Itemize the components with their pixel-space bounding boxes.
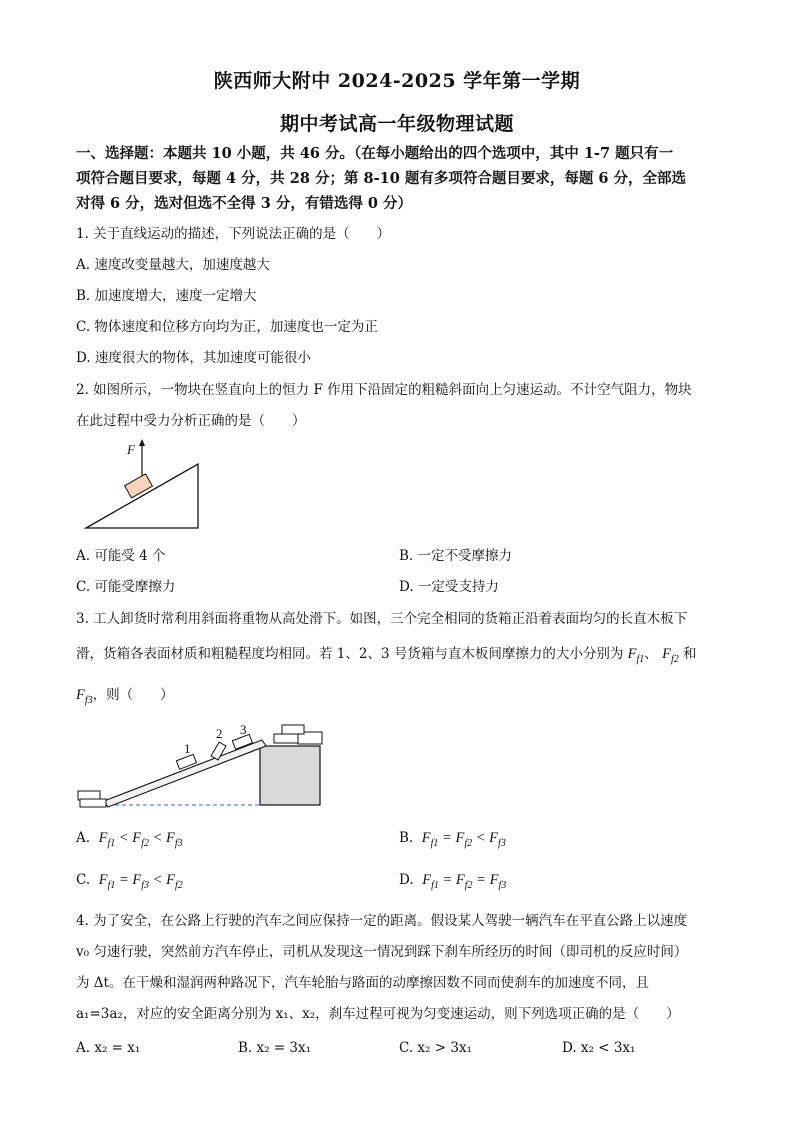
section-heading-line: 项符合题目要求，每题 4 分，共 28 分；第 8-10 题有多项符合题目要求，每题 6 分，全部选: [76, 170, 687, 187]
q3-stem-line-1: 3. 工人卸货时常利用斜面将重物从高处滑下。如图，三个完全相同的货箱正沿着表面均匀的长直木板下: [76, 611, 688, 627]
formula-ff3: $F_{f3}$: [76, 687, 93, 706]
section-heading: [76, 141, 721, 216]
q4-option-d: D. x₂ < 3x₁: [562, 1040, 636, 1056]
platform: [260, 746, 320, 805]
q3-stem-line-3: [76, 683, 174, 706]
stack-box: [274, 734, 300, 743]
q1-option-d: D. 速度很大的物体，其加速度可能很小: [76, 350, 311, 366]
section-heading-line: 对得 6 分，选对但选不全得 3 分，有错选得 0 分）: [76, 195, 413, 212]
q3-ramp-figure: [76, 720, 336, 812]
q3-option-c: C. $F_{f1} = F_{f3} < F_{f2}$: [76, 872, 183, 891]
q3-stem-text: 滑，货箱各表面材质和粗糙程度均相同。若 1、2、3 号货箱与直木板间摩擦力的大小分别为: [76, 646, 624, 662]
q1-option-a: A. 速度改变量越大，加速度越大: [76, 257, 270, 273]
force-label: F: [127, 442, 135, 457]
q1-stem: 1. 关于直线运动的描述，下列说法正确的是（ ）: [76, 226, 391, 242]
q2-stem-line-1: 2. 如图所示，一物块在竖直向上的恒力 F 作用下沿固定的粗糙斜面向上匀速运动。不计空气阻力，物块: [76, 382, 692, 398]
q3-stem-and: 和: [683, 646, 697, 662]
bottom-box: [80, 799, 106, 807]
box-label-2: 2: [216, 726, 223, 741]
q2-incline-figure: [80, 436, 210, 532]
title-line-1: 陕西师大附中 2024-2025 学年第一学期: [213, 70, 581, 92]
formula-ff1: $F_{f1}$: [627, 646, 645, 665]
q2-option-c: C. 可能受摩擦力: [76, 579, 176, 595]
q3-stem-end: ，则（ ）: [92, 687, 174, 703]
q2-option-a: A. 可能受 4 个: [76, 548, 166, 564]
q3-option-d: D. $F_{f1} = F_{f2} = F_{f3}$: [399, 872, 507, 891]
q4-option-a: A. x₂ = x₁: [76, 1040, 141, 1056]
formula-ff2: $F_{f2}$: [662, 646, 679, 665]
box-label-3: 3: [240, 722, 247, 737]
q3-stem-line-2: 滑，货箱各表面材质和粗糙程度均相同。若 1、2、3 号货箱与直木板间摩擦力的大小分别为 $F_{f1}$、 $F_{f2}$ 和: [76, 646, 697, 665]
stack-box: [282, 725, 304, 734]
q2-option-b: B. 一定不受摩擦力: [399, 548, 513, 564]
q1-option-c: C. 物体速度和位移方向均为正，加速度也一定为正: [76, 319, 378, 335]
block-on-incline: [125, 474, 153, 498]
q4-option-c: C. x₂ > 3x₁: [399, 1040, 472, 1056]
box-label-1: 1: [184, 741, 191, 756]
q4-option-b: B. x₂ = 3x₁: [238, 1040, 312, 1056]
force-arrow-head: [139, 439, 145, 446]
q4-stem-line-1: 4. 为了安全，在公路上行驶的汽车之间应保持一定的距离。假设某人驾驶一辆汽车在平直公路上以速度: [76, 913, 688, 929]
q2-stem-line-2: 在此过程中受力分析正确的是（ ）: [76, 413, 306, 429]
q2-option-d: D. 一定受支持力: [399, 579, 499, 595]
q3-option-b: B. $F_{f1} = F_{f2} < F_{f3}$: [399, 830, 506, 849]
section-heading-line: 一、选择题：本题共 10 小题，共 46 分。（在每小题给出的四个选项中，其中 1-7 题只有一: [76, 145, 674, 162]
q4-stem-line-4: a₁=3a₂，对应的安全距离分别为 x₁、x₂，刹车过程可视为匀变速运动，则下列选项正确的是（ ）: [76, 1006, 680, 1022]
q3-option-a: A. $F_{f1} < F_{f2} < F_{f3}$: [76, 830, 183, 849]
q4-stem-line-2: v₀ 匀速行驶，突然前方汽车停止，司机从发现这一情况到踩下刹车所经历的时间（即司机的反应时间）: [76, 944, 688, 960]
title-line-2: 期中考试高一年级物理试题: [279, 113, 514, 135]
q1-option-b: B. 加速度增大，速度一定增大: [76, 288, 257, 304]
q4-stem-line-3: 为 Δt。在干燥和湿润两种路况下，汽车轮胎与路面的动摩擦因数不同而使刹车的加速度不同，且: [76, 975, 649, 991]
